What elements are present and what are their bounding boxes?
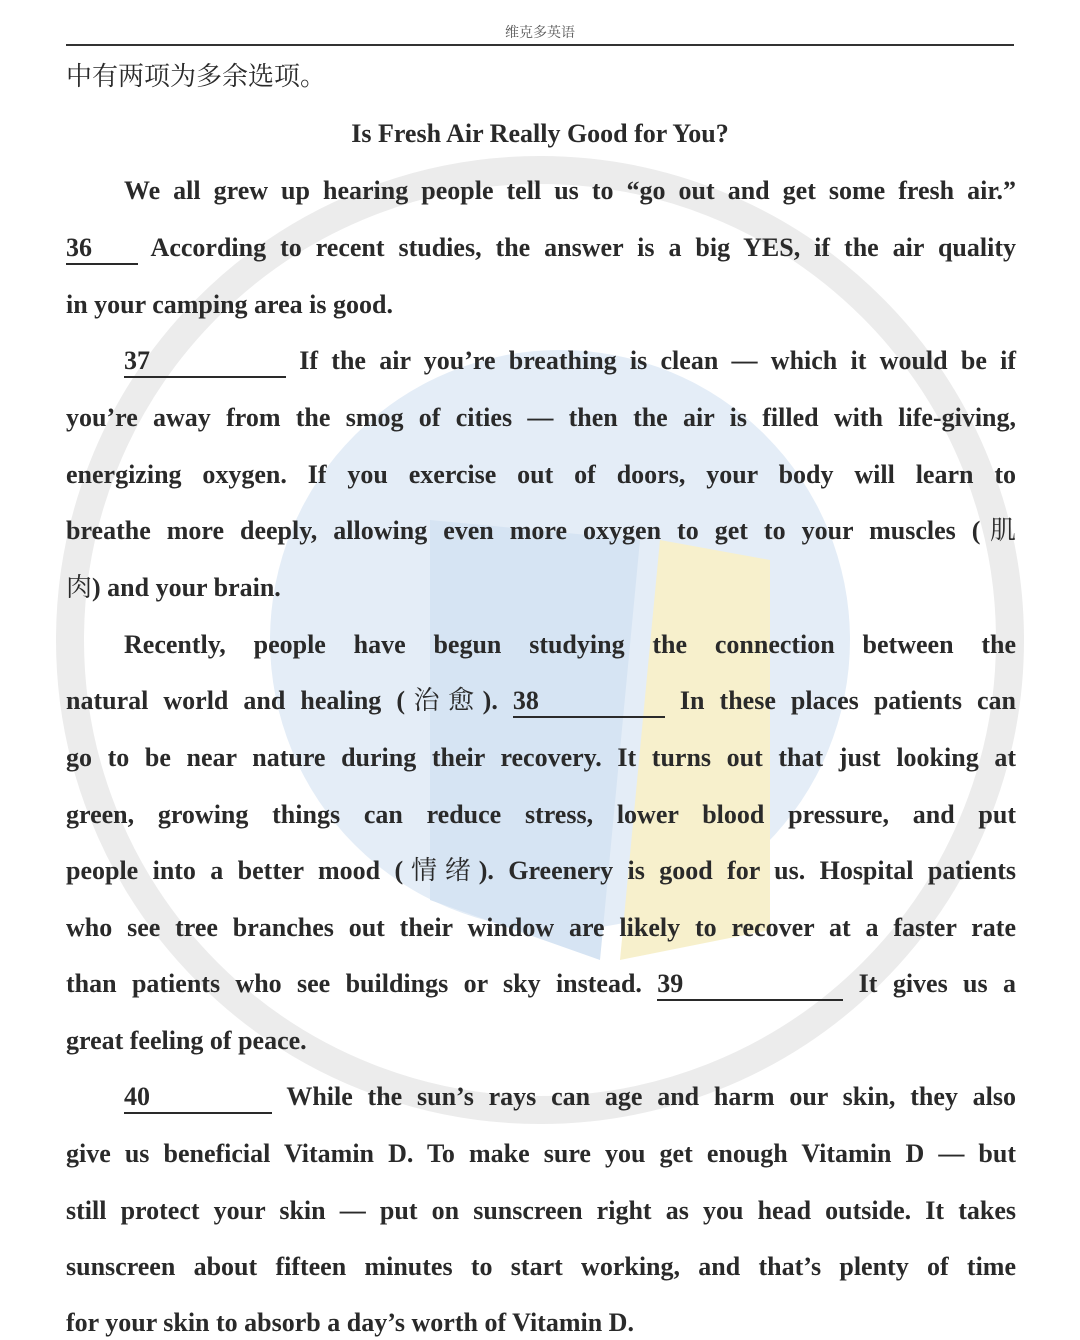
para3-line4: green, growing things can reduce stress, lower blood pressure, and put xyxy=(66,800,1016,829)
para3-line2-text: natural world and healing ( xyxy=(66,686,406,715)
para1-line1: We all grew up hearing people tell us to “go out and get some fresh air.” xyxy=(124,176,1016,205)
header-rule xyxy=(66,44,1014,46)
para3-line2-tail: In these places patients can xyxy=(679,686,1016,715)
para4-line5: for your skin to absorb a day’s worth of Vitamin D. xyxy=(66,1308,634,1337)
para2-line3: energizing oxygen. If you exercise out of doors, your body will learn to xyxy=(66,460,1016,489)
passage-title: Is Fresh Air Really Good for You? xyxy=(351,119,729,148)
para4-line2: give us beneficial Vitamin D. To make sure you get enough Vitamin D — but xyxy=(66,1139,1016,1168)
para3-line3: go to be near nature during their recovery. It turns out that just looking at xyxy=(66,743,1016,772)
para3-line6: who see tree branches out their window are likely to recover at a faster rate xyxy=(66,913,1016,942)
para1-line2 xyxy=(66,231,1016,265)
para3-line5-text: people into a better mood ( xyxy=(66,856,404,885)
para3-line2-close: ). xyxy=(482,686,498,715)
para1-line2-text: According to recent studies, the answer is a big YES, if the air quality xyxy=(150,233,1016,262)
para3-line7-tail: It gives us a xyxy=(858,969,1017,998)
page-header: 维克多英语 xyxy=(505,25,575,41)
para3-line5 xyxy=(66,854,1016,888)
para3-line8: great feeling of peace. xyxy=(66,1026,307,1055)
blank-39[interactable]: 39 xyxy=(657,969,843,1001)
para3-line7-text: than patients who see buildings or sky instead. xyxy=(66,969,642,998)
intro-text: 中有两项为多余选项。 xyxy=(66,62,327,92)
para2-line5 xyxy=(66,571,1016,605)
para3-line5-tail: ). Greenery is good for us. Hospital patients xyxy=(478,856,1016,885)
para2-line2: you’re away from the smog of cities — then the air is filled with life-giving, xyxy=(66,403,1016,432)
para2-line1-text: If the air you’re breathing is clean — which it would be if xyxy=(299,346,1017,375)
para3-line1: Recently, people have begun studying the connection between the xyxy=(124,630,1016,659)
blank-37[interactable]: 37 xyxy=(124,346,286,378)
blank-38[interactable]: 38 xyxy=(513,686,665,718)
para2-line4 xyxy=(66,514,1016,548)
para2-line5-text: ) and your brain. xyxy=(92,573,281,602)
para4-line4: sunscreen about fifteen minutes to start working, and that’s plenty of time xyxy=(66,1252,1016,1281)
blank-40[interactable]: 40 xyxy=(124,1082,272,1114)
gloss-muscle-1: 肌 xyxy=(980,516,1016,546)
blank-36[interactable]: 36 xyxy=(66,233,138,265)
para3-line2 xyxy=(66,684,1016,718)
para2-line4-text: breathe more deeply, allowing even more oxygen to get to your muscles ( xyxy=(66,516,981,545)
para3-line7 xyxy=(66,967,1016,1001)
para4-line1 xyxy=(124,1080,1016,1114)
para4-line3: still protect your skin — put on sunscreen right as you head outside. It takes xyxy=(66,1196,1016,1225)
para4-line1-text: While the sun’s rays can age and harm our skin, they also xyxy=(286,1082,1017,1111)
gloss-muscle-2: 肉 xyxy=(66,573,93,603)
gloss-mood: 情绪 xyxy=(403,856,479,886)
para2-line1 xyxy=(124,344,1016,378)
para1-line3: in your camping area is good. xyxy=(66,290,393,319)
gloss-healing: 治愈 xyxy=(405,686,483,716)
